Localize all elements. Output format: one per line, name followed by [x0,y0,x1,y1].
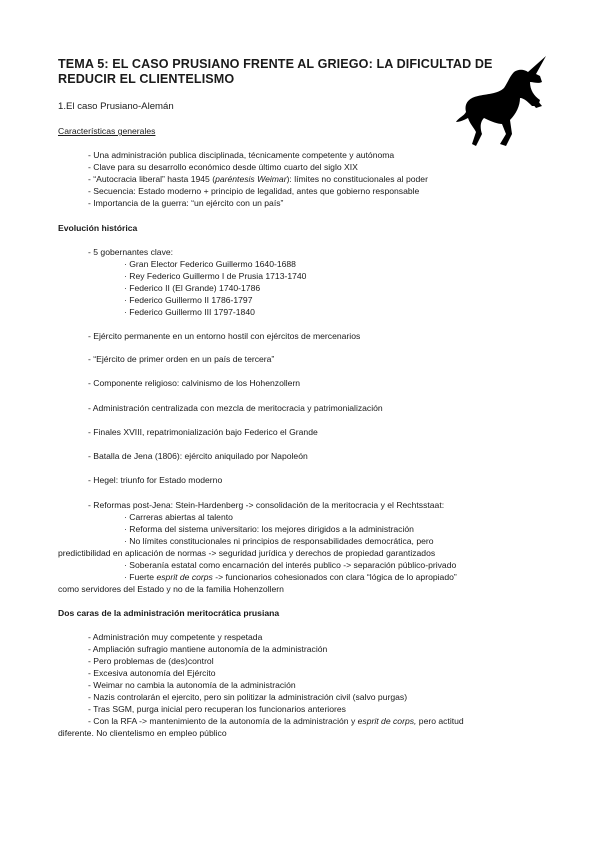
list-item-continuation: diferente. No clientelismo en empleo público [58,728,227,738]
list-item: - Ejército permanente en un entorno hostil con ejércitos de mercenarios [88,331,361,341]
list-item-gobernante: · Rey Federico Guillermo I de Prusia 1713-1740 [124,271,307,281]
list-item-text: - “Autocracia liberal” hasta 1945 [88,174,213,184]
italic-text: esprit de corps [156,572,213,582]
list-item-text: · Fuerte [124,572,157,582]
list-item-text: ): límites no constitucionales al poder [286,174,428,184]
list-item: - Componente religioso: calvinismo de los Hohenzollern [88,378,301,388]
list-item: - Tras SGM, purga inicial pero recuperan los funcionarios anteriores [88,704,346,714]
subheading-caracteristicas: Características generales [58,126,156,136]
subheading-evolucion: Evolución histórica [58,223,138,233]
list-item: - Batalla de Jena (1806): ejército aniquilado por Napoleón [88,451,308,461]
italic-text: esprit de corps, [357,716,417,726]
list-item-reforma: · Reforma del sistema universitario: los mejores dirigidos a la administración [124,524,414,534]
list-item: - 5 gobernantes clave: [88,247,174,257]
list-item-reforma [124,572,457,583]
list-item-gobernante: · Federico Guillermo II 1786-1797 [124,295,253,305]
list-item-text: - Con la RFA -> mantenimiento de la autonomía de la administración y [88,716,358,726]
list-item: - Una administración publica disciplinada, técnicamente competente y autónoma [88,150,395,160]
list-item [88,174,428,185]
list-item: - Nazis controlarán el ejercito, pero sin politizar la administración civil (salvo purgas) [88,692,408,702]
paren-open: ( [212,174,216,184]
list-item: - “Ejército de primer orden en un país de tercera” [88,354,275,364]
list-item: - Hegel: triunfo for Estado moderno [88,475,223,485]
list-item-text: pero actitud [416,716,464,726]
page-title: TEMA 5: EL CASO PRUSIANO FRENTE AL GRIEGO: LA DIFICULTAD DE REDUCIR EL CLIENTELISMO [58,57,493,86]
list-item-gobernante: · Federico Guillermo III 1797-1840 [124,307,255,317]
unicorn-icon [454,52,554,148]
list-item: - Clave para su desarrollo económico desde último cuarto del siglo XIX [88,162,358,172]
list-item: - Secuencia: Estado moderno + principio de legalidad, antes que gobierno responsable [88,186,420,196]
list-item: - Weimar no cambia la autonomía de la administración [88,680,296,690]
list-item-continuation: como servidores del Estado y no de la familia Hohenzollern [58,584,284,594]
list-item: - Pero problemas de (des)control [88,656,214,666]
list-item: - Ampliación sufragio mantiene autonomía de la administración [88,644,328,654]
list-item: - Reformas post-Jena: Stein-Hardenberg -> consolidación de la meritocracia y el Rechtsstaat: [88,500,445,510]
list-item: - Administración centralizada con mezcla de meritocracia y patrimonialización [88,403,383,413]
list-item-reforma: · Soberanía estatal como encarnación del interés publico -> separación público-privado [124,560,457,570]
list-item: - Importancia de la guerra: “un ejército con un país” [88,198,284,208]
italic-text: paréntesis Weimar [215,174,287,184]
list-item [88,716,464,727]
list-item-gobernante: · Federico II (El Grande) 1740-1786 [124,283,261,293]
list-item: - Finales XVIII, repatrimonialización bajo Federico el Grande [88,427,318,437]
list-item-gobernante: · Gran Elector Federico Guillermo 1640-1688 [124,259,296,269]
list-item-reforma: · No límites constitucionales ni principios de responsabilidades democrática, pero [124,536,434,546]
list-item-reforma: · Carreras abiertas al talento [124,512,233,522]
list-item: - Administración muy competente y respetada [88,632,263,642]
section-heading-caso-prusiano: 1.El caso Prusiano-Alemán [58,101,174,112]
subheading-dos-caras: Dos caras de la administración meritocrática prusiana [58,608,280,618]
list-item: - Excesiva autonomía del Ejército [88,668,216,678]
list-item-continuation: predictibilidad en aplicación de normas -> seguridad jurídica y derechos de propiedad garantizados [58,548,436,558]
list-item-text: -> funcionarios cohesionados con clara “lógica de lo apropiado” [212,572,457,582]
